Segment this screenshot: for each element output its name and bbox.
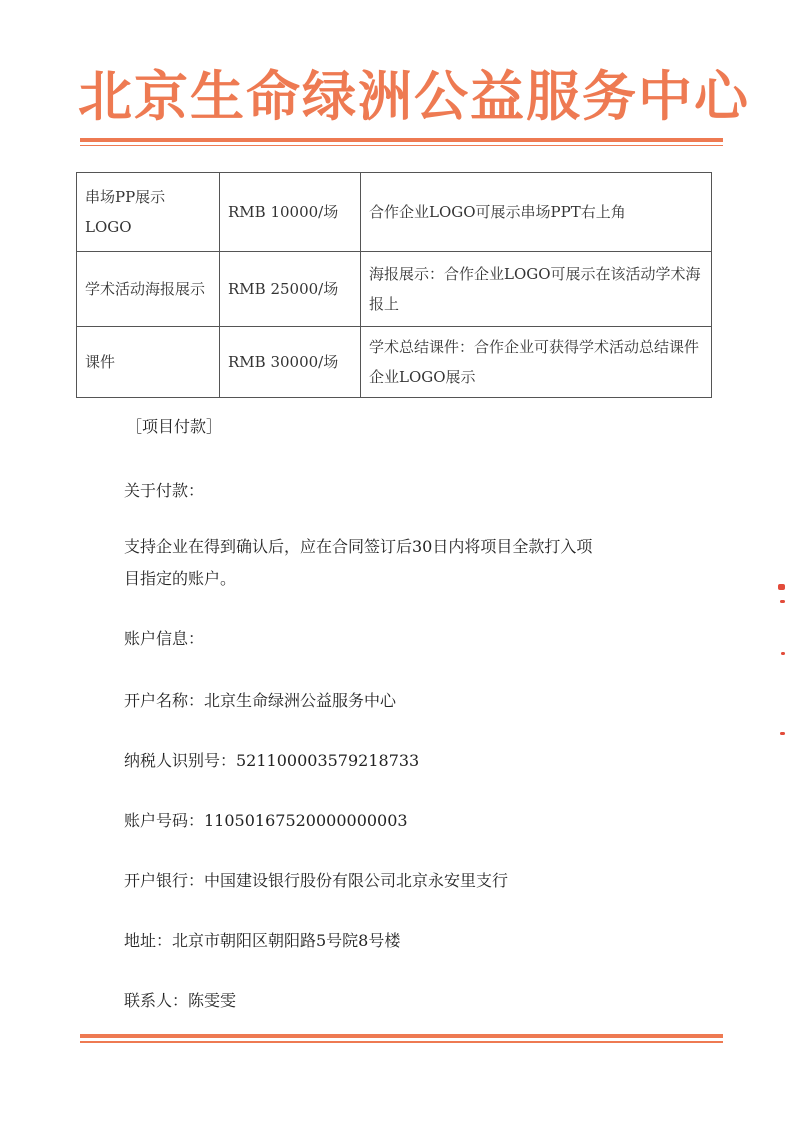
table-cell-item: 学术活动海报展示 bbox=[77, 252, 220, 327]
table-row bbox=[77, 252, 712, 327]
table-cell-item: 串场PP展示LOGO bbox=[77, 173, 220, 252]
section-heading-payment: ［项目付款］ bbox=[126, 417, 223, 436]
payment-terms-line-2: 目指定的账户。 bbox=[124, 569, 237, 588]
table-cell-description: 合作企业LOGO可展示串场PPT右上角 bbox=[361, 173, 712, 252]
table-row bbox=[77, 173, 712, 252]
account-name: 开户名称：北京生命绿洲公益服务中心 bbox=[124, 691, 397, 710]
pricing-table bbox=[76, 172, 712, 398]
account-info-label: 账户信息： bbox=[124, 629, 205, 648]
contact-person: 联系人：陈雯雯 bbox=[124, 991, 237, 1010]
table-cell-item: 课件 bbox=[77, 327, 220, 398]
table-cell-description: 海报展示：合作企业LOGO可展示在该活动学术海报上 bbox=[361, 252, 712, 327]
bank-name: 开户银行：中国建设银行股份有限公司北京永安里支行 bbox=[124, 871, 509, 890]
letterhead-title: 北京生命绿洲公益服务中心 bbox=[78, 65, 750, 128]
address: 地址：北京市朝阳区朝阳路5号院8号楼 bbox=[124, 931, 401, 950]
table-cell-description: 学术总结课件：合作企业可获得学术活动总结课件企业LOGO展示 bbox=[361, 327, 712, 398]
table-cell-price: RMB 10000/场 bbox=[220, 173, 361, 252]
seal-edge-mark bbox=[780, 732, 785, 735]
footer-rule-thin bbox=[80, 1041, 723, 1043]
footer-rule-thick bbox=[80, 1034, 723, 1038]
account-number: 账户号码：11050167520000000003 bbox=[124, 811, 408, 830]
about-payment-label: 关于付款： bbox=[124, 481, 205, 500]
tax-id: 纳税人识别号：521100003579218733 bbox=[124, 751, 420, 770]
seal-edge-mark bbox=[780, 600, 785, 603]
seal-edge-mark bbox=[778, 584, 785, 590]
letterhead-rule-top-thin bbox=[80, 145, 723, 146]
seal-edge-mark bbox=[781, 652, 785, 655]
table-row bbox=[77, 327, 712, 398]
table-cell-price: RMB 25000/场 bbox=[220, 252, 361, 327]
payment-terms-line-1: 支持企业在得到确认后，应在合同签订后30日内将项目全款打入项 bbox=[124, 537, 593, 556]
letterhead-rule-top-thick bbox=[80, 138, 723, 142]
table-cell-price: RMB 30000/场 bbox=[220, 327, 361, 398]
